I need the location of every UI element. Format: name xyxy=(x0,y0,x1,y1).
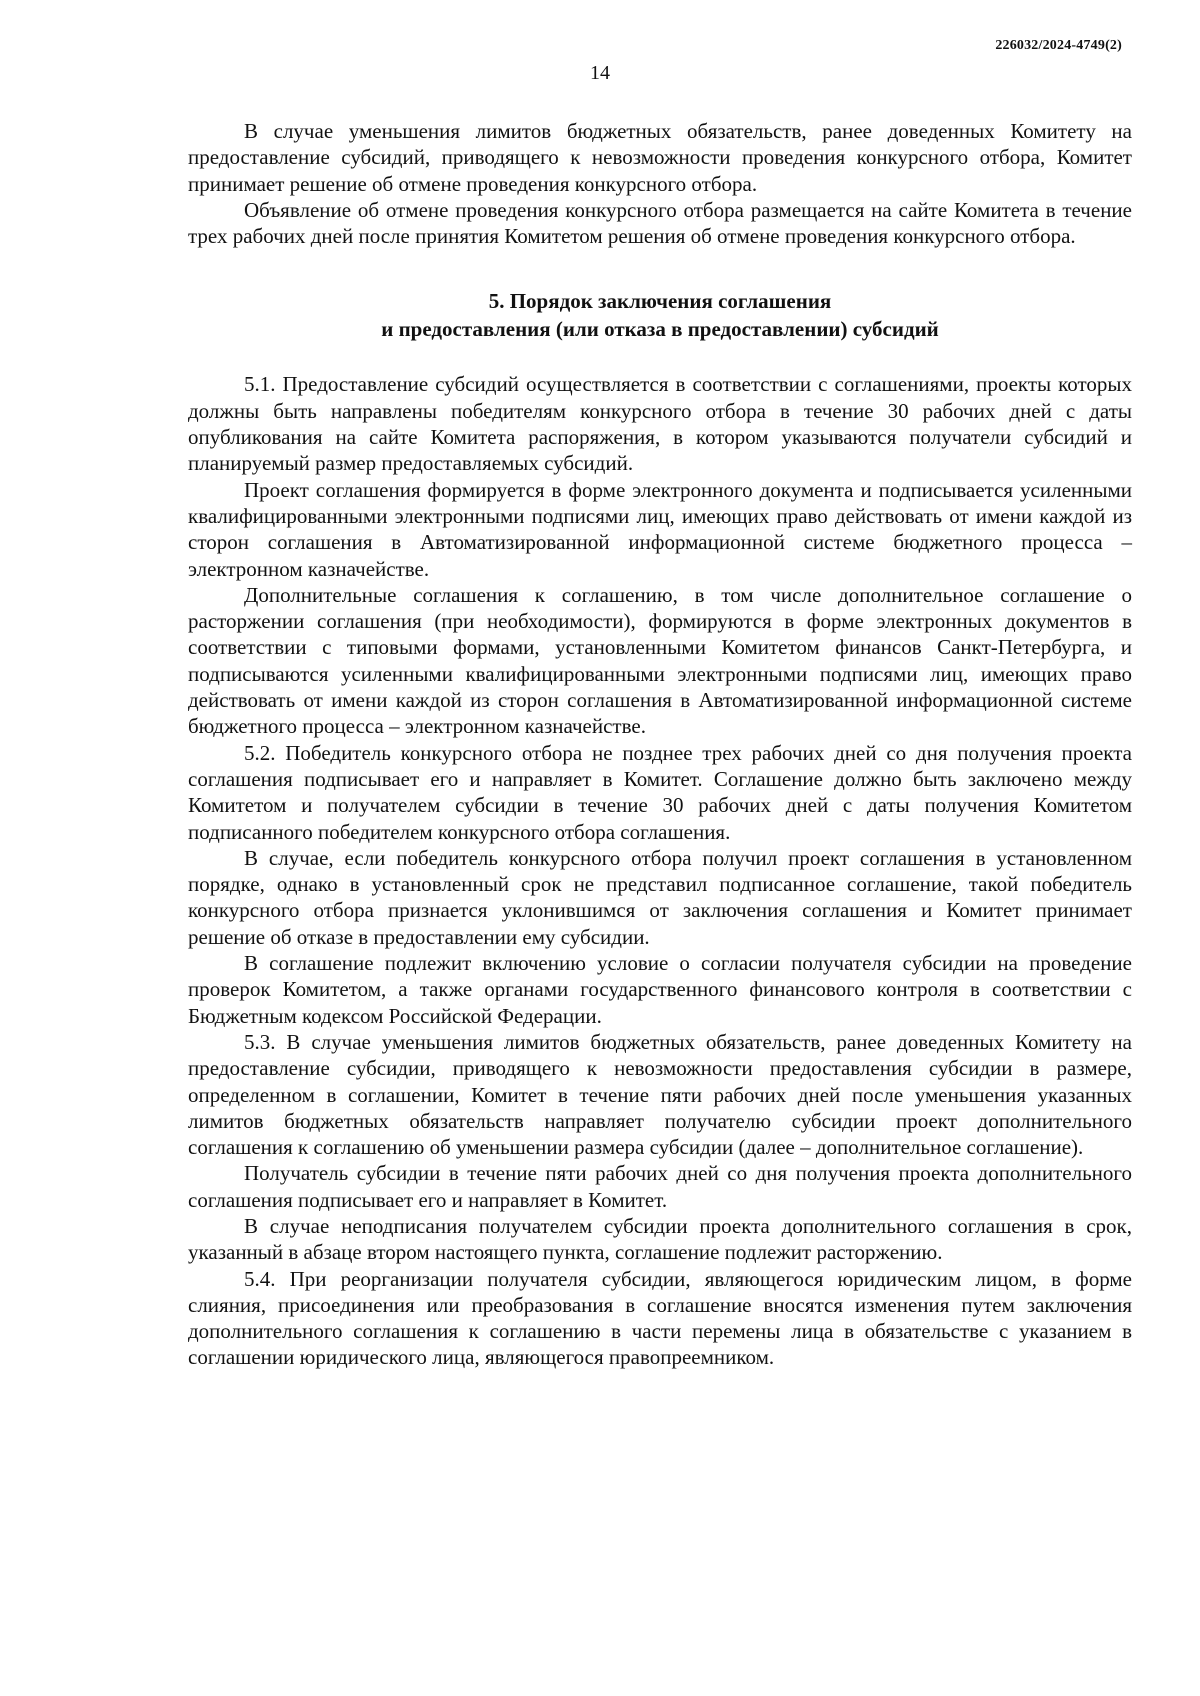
paragraph-5-2-inspection-consent: В соглашение подлежит включению условие о согласии получателя субсидии на проведение проверок Комитетом, а также органами государственного финансового контроля в соответствии с Бюджетным кодексом Российской Федерации. xyxy=(188,951,1132,1028)
page-number: 14 xyxy=(590,62,610,84)
paragraph-5-1-draft-agreement: Проект соглашения формируется в форме электронного документа и подписывается усиленными квалифицированными электронными подписями лиц, имеющих право действовать от имени каждой из сторон соглашения в Автоматизированной информационной системе бюджетного процесса – электронном казначействе. xyxy=(188,477,1132,581)
paragraph-5-1-additional-agreements: Дополнительные соглашения к соглашению, в том числе дополнительное соглашение о расторжении соглашения (при необходимости), формируются в форме электронных документов в соответствии с типовыми формами, установленными Комитетом финансов Санкт-Петербурга, и подписываются усиленными квалифицированными электронными подписями лиц, имеющих право действовать от имени каждой из сторон соглашения в Автоматизированной информационной системе бюджетного процесса – электронном казначействе. xyxy=(188,582,1132,739)
section-5-heading xyxy=(188,287,1132,343)
section-5-title-line-1: 5. Порядок заключения соглашения xyxy=(488,289,832,314)
section-5-title-line-2: и предоставления (или отказа в предоставлении) субсидий xyxy=(381,317,939,342)
paragraph-5-1: 5.1. Предоставление субсидий осуществляется в соответствии с соглашениями, проекты которых должны быть направлены победителям конкурсного отбора в течение 30 рабочих дней с даты опубликования на сайте Комитета распоряжения, в котором указываются получатели субсидий и планируемый размер предоставляемых субсидий. xyxy=(188,372,1132,476)
paragraph-5-4: 5.4. При реорганизации получателя субсидии, являющегося юридическим лицом, в форме слияния, присоединения или преобразования в соглашение вносятся изменения путем заключения дополнительного соглашения к соглашению в части перемены лица в обязательстве с указанием в соглашении юридического лица, являющегося правопреемником. xyxy=(188,1266,1132,1370)
paragraph-cancel-announcement: Объявление об отмене проведения конкурсного отбора размещается на сайте Комитета в течение трех рабочих дней после принятия Комитетом решения об отмене проведения конкурсного отбора. xyxy=(188,197,1132,249)
document-registration-number: 226032/2024-4749(2) xyxy=(995,38,1122,53)
paragraph-5-3-signing: Получатель субсидии в течение пяти рабочих дней со дня получения проекта дополнительного соглашения подписывает его и направляет в Комитет. xyxy=(188,1161,1132,1212)
document-body xyxy=(188,118,1132,1371)
paragraph-cancel-decision: В случае уменьшения лимитов бюджетных обязательств, ранее доведенных Комитету на предоставление субсидий, приводящего к невозможности проведения конкурсного отбора, Комитет принимает решение об отмене проведения конкурсного отбора. xyxy=(188,119,1132,196)
paragraph-5-2-evasion: В случае, если победитель конкурсного отбора получил проект соглашения в установленном порядке, однако в установленный срок не представил подписанное соглашение, такой победитель конкурсного отбора признается уклонившимся от заключения соглашения и Комитет принимает решение об отказе в предоставлении ему субсидии. xyxy=(188,845,1132,949)
paragraph-5-3: 5.3. В случае уменьшения лимитов бюджетных обязательств, ранее доведенных Комитету на предоставление субсидии, приводящего к невозможности предоставления субсидии в размере, определенном в соглашении, Комитет в течение пяти рабочих дней после уменьшения указанных лимитов бюджетных обязательств направляет получателю субсидии проект дополнительного соглашения к соглашению об уменьшении размера субсидии (далее – дополнительное соглашение). xyxy=(188,1029,1132,1160)
paragraph-5-2: 5.2. Победитель конкурсного отбора не позднее трех рабочих дней со дня получения проекта соглашения подписывает его и направляет в Комитет. Соглашение должно быть заключено между Комитетом и получателем субсидии в течение 30 рабочих дней с даты получения Комитетом подписанного победителем конкурсного отбора соглашения. xyxy=(188,740,1132,844)
paragraph-5-3-termination: В случае неподписания получателем субсидии проекта дополнительного соглашения в срок, указанный в абзаце втором настоящего пункта, соглашение подлежит расторжению. xyxy=(188,1213,1132,1265)
